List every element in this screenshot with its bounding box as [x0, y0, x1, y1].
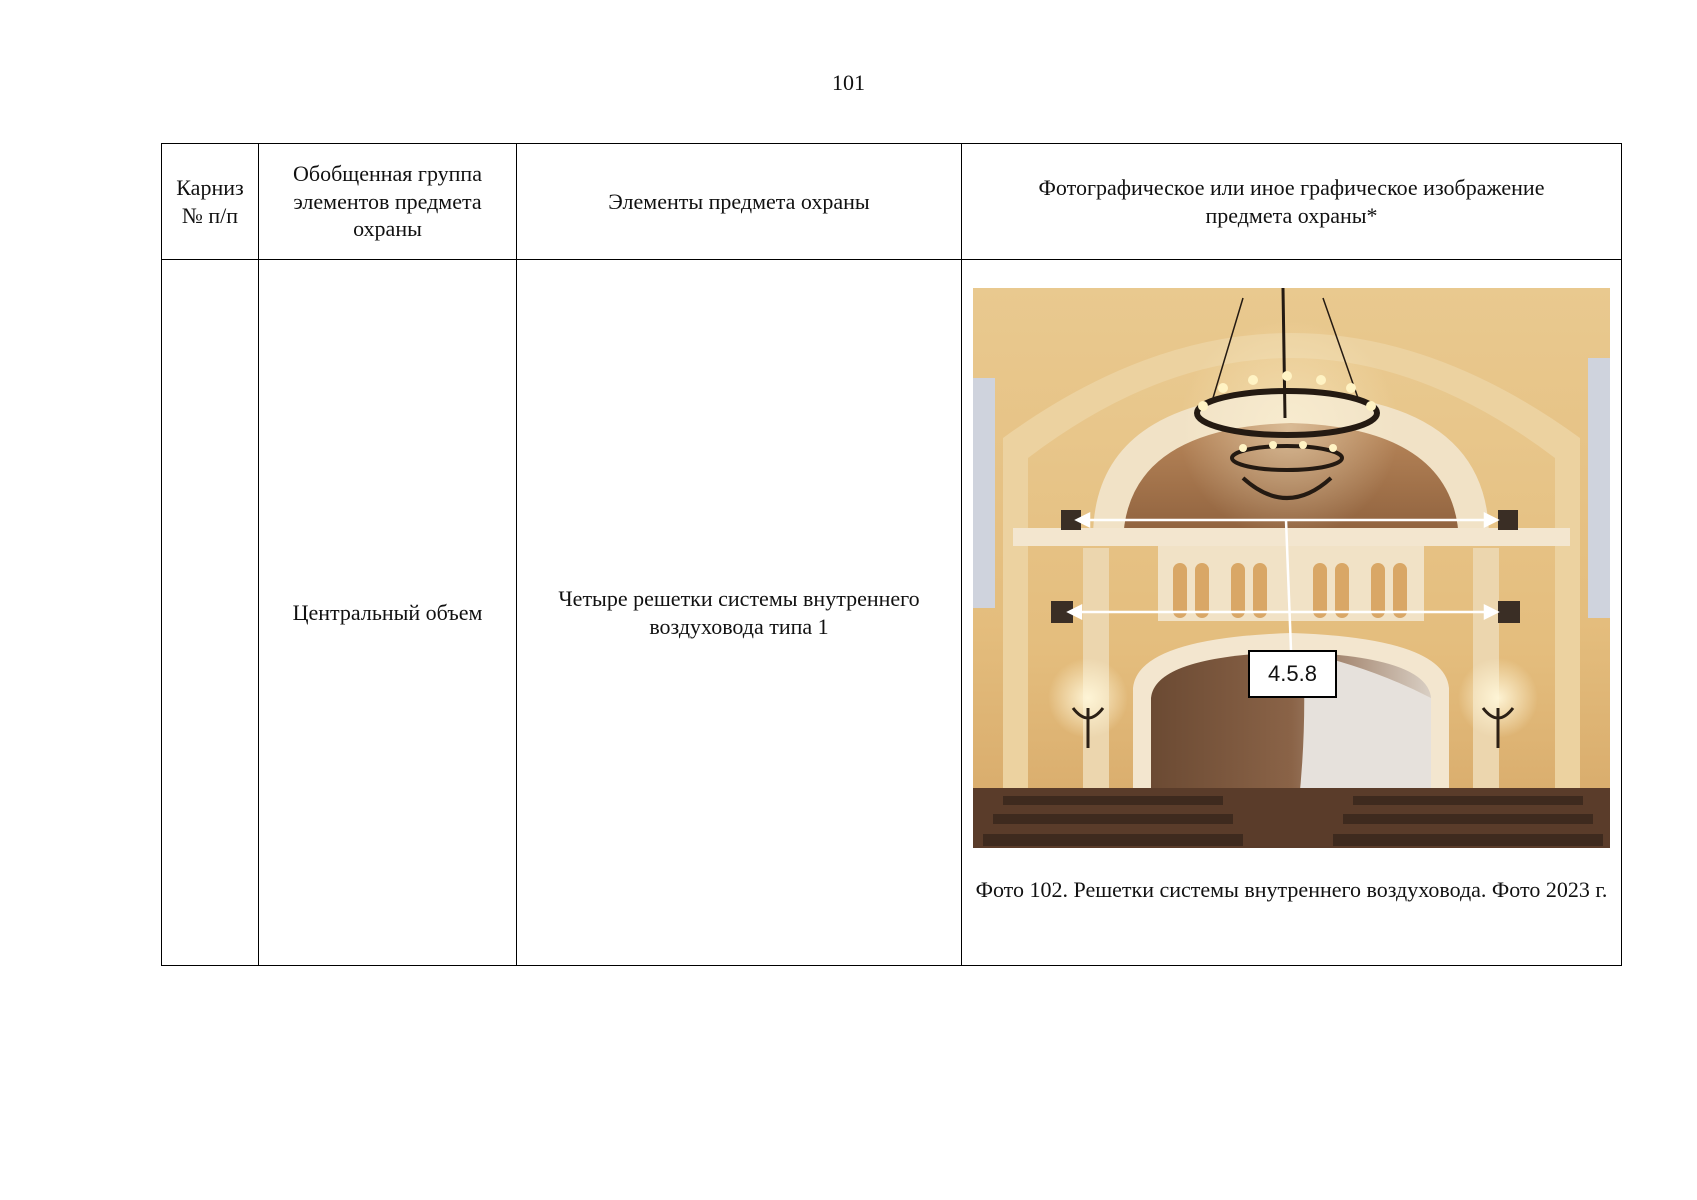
table-row — [162, 260, 1622, 966]
header-group-label: Обобщенная группа элементов предмета охраны — [293, 160, 482, 242]
header-photo-label: Фотографическое или иное графическое изображение предмета охраны* — [1038, 174, 1545, 228]
page-number: 101 — [832, 70, 865, 95]
header-group — [259, 144, 517, 260]
cell-num — [162, 260, 259, 966]
protection-table — [161, 143, 1622, 966]
header-elements — [517, 144, 962, 260]
header-photo — [962, 144, 1622, 260]
cell-group-text: Центральный объем — [292, 599, 483, 625]
interior-photo — [973, 288, 1610, 848]
cell-group — [259, 260, 517, 966]
header-elements-label: Элементы предмета охраны — [608, 188, 870, 214]
cell-elements — [517, 260, 962, 966]
header-num-label: Карниз № п/п — [176, 174, 244, 228]
cell-elements-text: Четыре решетки системы внутреннего воздуховода типа 1 — [558, 585, 920, 639]
table-header-row — [162, 144, 1622, 260]
cell-photo — [962, 260, 1622, 966]
header-num — [162, 144, 259, 260]
photo-caption: Фото 102. Решетки системы внутреннего воздуховода. Фото 2023 г. — [975, 877, 1608, 902]
element-label-box: 4.5.8 — [1248, 650, 1337, 698]
